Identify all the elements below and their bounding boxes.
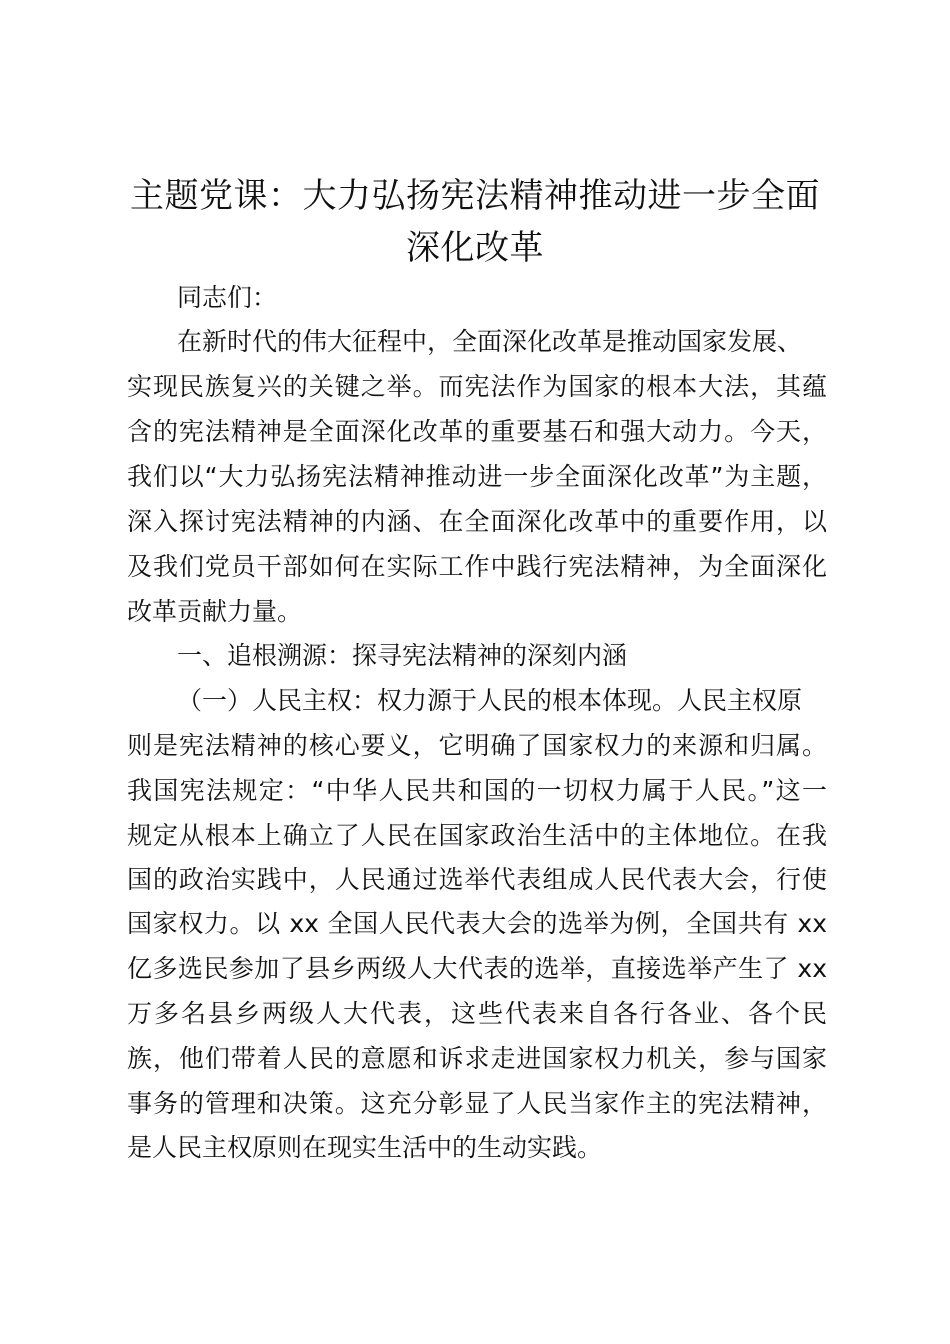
section-heading: 一、追根溯源：探寻宪法精神的深刻内涵	[177, 641, 628, 670]
subsection-line-6: 国家权力。以 xx 全国人民代表大会的选举为例，全国共有 xx	[127, 909, 827, 938]
subsection-line-8: 万多名县乡两级人大代表，这些代表来自各行各业、各个民	[127, 999, 827, 1028]
subsection-line-9: 族，他们带着人民的意愿和诉求走进国家权力机关，参与国家	[127, 1044, 827, 1073]
intro-line-4: 我们以“大力弘扬宪法精神推动进一步全面深化改革”为主题，	[127, 462, 827, 491]
document-title-line-1: 主题党课：大力弘扬宪法精神推动进一步全面	[130, 176, 820, 216]
subsection-line-3: 我国宪法规定：“中华人民共和国的一切权力属于人民。”这一	[127, 776, 827, 805]
subsection-line-1: （一）人民主权：权力源于人民的根本体现。人民主权原	[177, 686, 803, 715]
subsection-line-2: 则是宪法精神的核心要义，它明确了国家权力的来源和归属。	[127, 731, 827, 760]
subsection-line-5: 国的政治实践中，人民通过选举代表组成人民代表大会，行使	[127, 865, 827, 894]
subsection-line-11: 是人民主权原则在现实生活中的生动实践。	[127, 1133, 603, 1162]
subsection-line-7: 亿多选民参加了县乡两级人大代表的选举，直接选举产生了 xx	[127, 954, 827, 983]
salutation: 同志们：	[177, 283, 278, 312]
intro-line-2: 实现民族复兴的关键之举。而宪法作为国家的根本大法，其蕴	[127, 372, 827, 401]
intro-line-1: 在新时代的伟大征程中，全面深化改革是推动国家发展、	[177, 327, 803, 356]
intro-line-7: 改革贡献力量。	[127, 597, 303, 626]
subsection-line-4: 规定从根本上确立了人民在国家政治生活中的主体地位。在我	[127, 821, 827, 850]
intro-line-5: 深入探讨宪法精神的内涵、在全面深化改革中的重要作用，以	[127, 507, 827, 536]
intro-line-6: 及我们党员干部如何在实际工作中践行宪法精神，为全面深化	[127, 552, 827, 581]
subsection-line-10: 事务的管理和决策。这充分彰显了人民当家作主的宪法精神，	[127, 1089, 827, 1118]
document-title-line-2: 深化改革	[406, 228, 544, 268]
intro-line-3: 含的宪法精神是全面深化改革的重要基石和强大动力。今天，	[127, 417, 827, 446]
